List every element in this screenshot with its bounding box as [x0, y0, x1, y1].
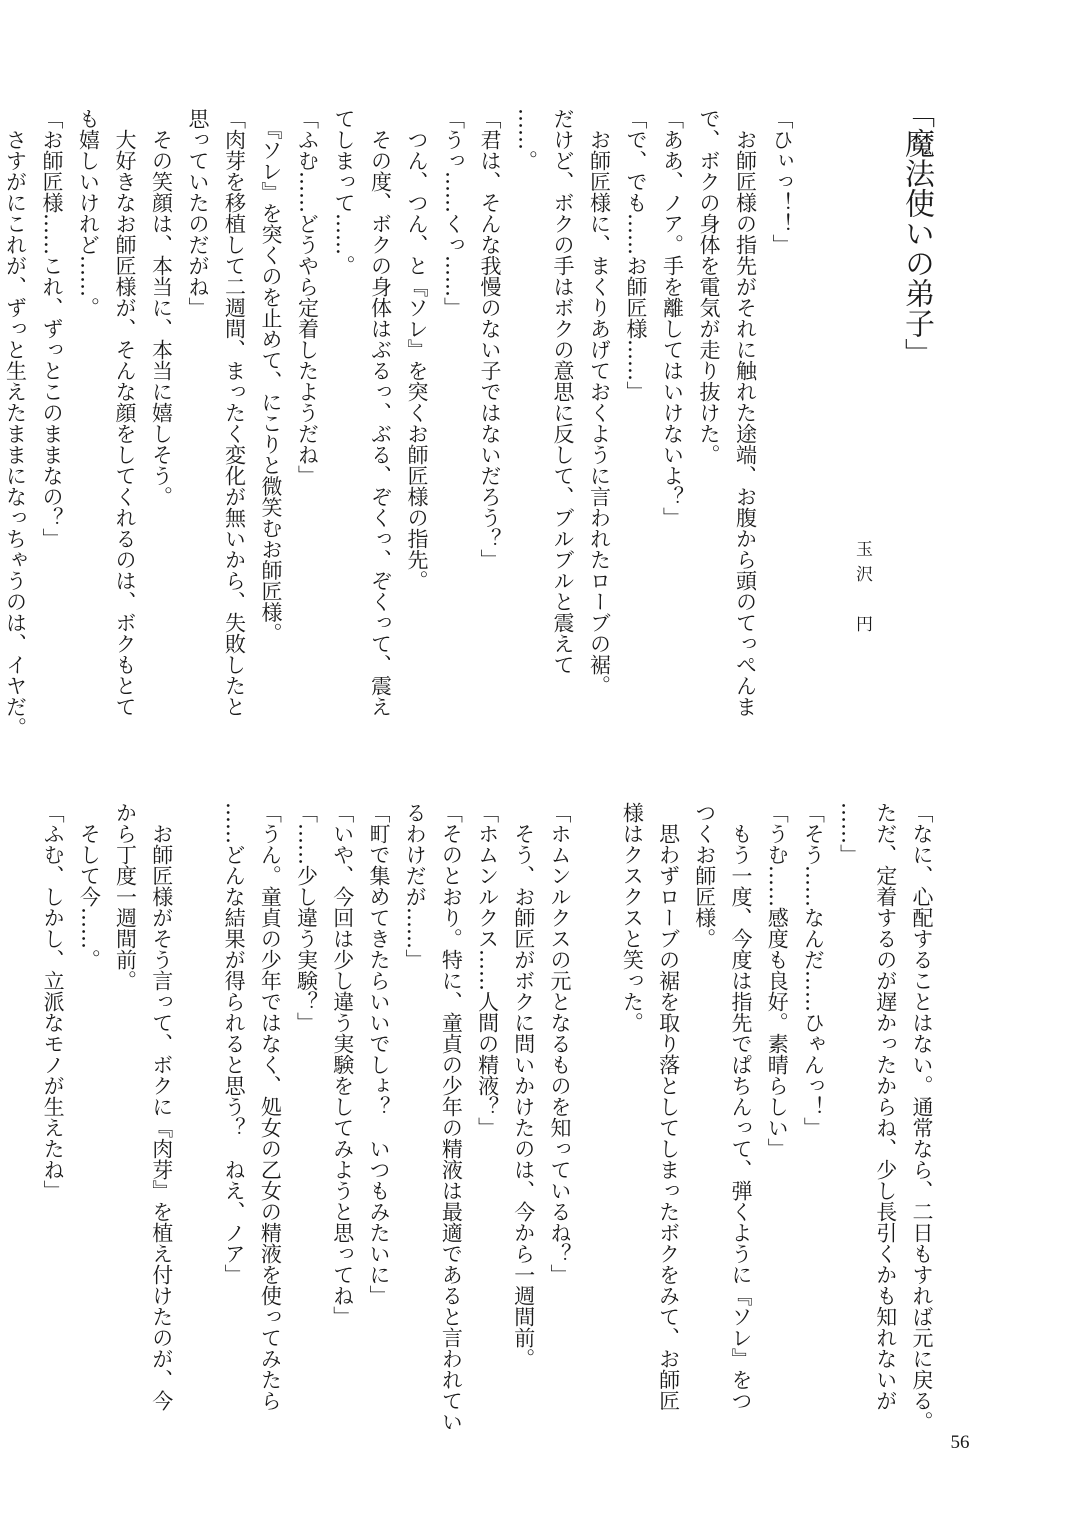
- author-name: 玉沢 円: [852, 540, 872, 640]
- lower-text-block: 「なに、心配することはない。通常なら、二日もすれば元に戻る。 ただ、定着するのが遅かったからね、少し長引くかも知れないが ……」 「そう……なんだ……ひゃんっ！」 「うむ……感度も良好。素晴らしい」 もう一度、今度は指先でぱちんって、弾くように『ソレ』をつ つくお師匠様。 思わずローブの裾を取り落としてしまったボクをみて、お師匠 様はクスクスと笑った。 「ホムンルクスの元となるものを知っているね？」 そう、お師匠がボクに問いかけたのは、今から一週間前。 「ホムンルクス……人間の精液？」 「そのとおり。特に、童貞の少年の精液は最適であると言われてい るわけだが……」 「町で集めてきたらいいでしょ？ いつもみたいに」 「いや、今回は少し違う実験をしてみようと思ってね」 「……少し違う実験？」 「うん。童貞の少年ではなく、処女の乙女の精液を使ってみたら ……どんな結果が得られると思う？ ねえ、ノア」 お師匠様がそう言って、ボクに『肉芽』を植え付けたのが、今 から丁度一週間前。 そして今……。 「ふむ、しかし、立派なモノが生えたね」: [41, 802, 934, 1432]
- page-number: 56: [950, 1432, 970, 1453]
- upper-text-block: 「ひぃっ！！」 お師匠様の指先がそれに触れた途端、お腹から頭のてっぺんま で、ボクの身体を電気が走り抜けた。 「ああ、ノア。手を離してはいけないよ？」 「で、でも……お師匠様……」 お師匠様に、まくりあげておくように言われたローブの裾。 だけど、ボクの手はボクの意思に反して、ブルブルと震えて ……。 「君は、そんな我慢のない子ではないだろう？」 「うっ……くっ……」 つん、つん、と『ソレ』を突くお師匠様の指先。 その度、ボクの身体はぶるっ、ぶる、ぞくっ、ぞくって、震え てしまって……。 「ふむ……どうやら定着したようだね」 『ソレ』を突くのを止めて、にこりと微笑むお師匠様。 「肉芽を移植して二週間、まったく変化が無いから、失敗したと 思っていたのだがね」 その笑顔は、本当に、本当に嬉しそう。 大好きなお師匠様が、そんな顔をしてくれるのは、ボクもとて も嬉しいけれど……。 「お師匠様……これ、ずっとこのままなの？」 さすがにこれが、ずっと生えたままになっちゃうのは、イヤだ。: [3, 108, 794, 738]
- story-title: 「魔法使いの弟子」: [899, 98, 934, 368]
